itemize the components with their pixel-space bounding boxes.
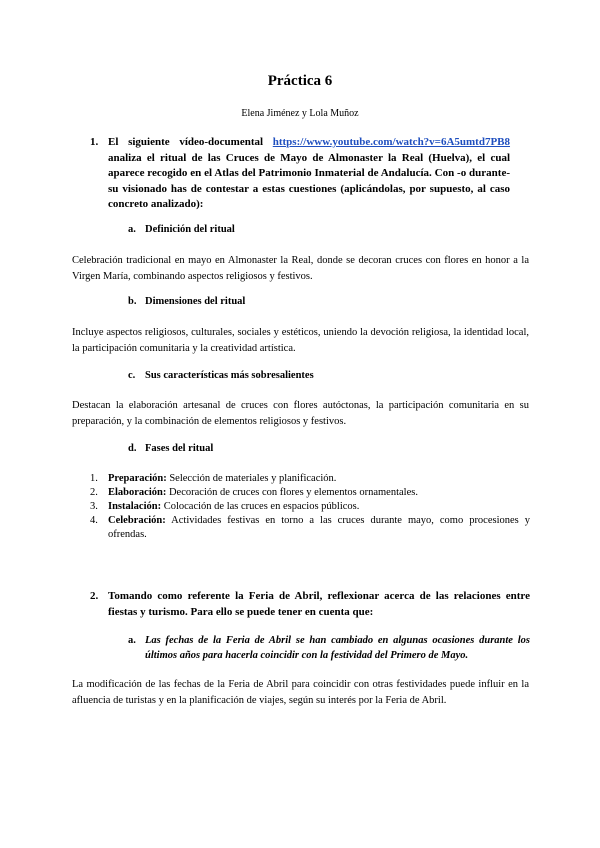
question-2-number: 2. xyxy=(90,590,99,602)
list-item-text: Decoración de cruces con flores y elementos ornamentales. xyxy=(166,487,418,498)
section-a-heading xyxy=(128,224,235,235)
list-item-text: Selección de materiales y planificación. xyxy=(166,473,337,484)
list-item-label: Instalación: xyxy=(108,501,162,512)
list-item-text: Colocación de las cruces en espacios públicos. xyxy=(161,501,360,512)
section-c-letter: c. xyxy=(128,370,136,381)
list-item-text: Actividades festivas en torno a las cruces durante mayo, como procesiones y ofrendas. xyxy=(108,515,530,540)
question-1-intro: El siguiente vídeo-documental xyxy=(108,136,264,148)
section-d-title: Fases del ritual xyxy=(145,443,214,454)
list-item xyxy=(90,486,530,500)
question-2-answer: La modificación de las fechas de la Feria de Abril para coincidir con otras festividades puede influir en la afluencia de turistas y en la planificación de viajes, según su interés por la Feria de Abril. xyxy=(72,679,529,706)
section-d-letter: d. xyxy=(128,443,137,454)
section-a-answer: Celebración tradicional en mayo en Almonaster la Real, donde se decoran cruces con flores en honor a la Virgen María, combinando aspectos religiosos y festivos. xyxy=(72,255,529,282)
section-b-heading xyxy=(128,296,245,307)
section-c-heading xyxy=(128,370,314,381)
list-item-number: 1. xyxy=(90,473,98,484)
list-item-label: Preparación: xyxy=(108,473,167,484)
phases-list xyxy=(90,472,530,542)
list-item xyxy=(90,514,530,542)
section-b-letter: b. xyxy=(128,296,137,307)
question-2 xyxy=(90,588,530,620)
list-item xyxy=(90,500,530,514)
list-item-number: 4. xyxy=(90,515,98,526)
section-b-title: Dimensiones del ritual xyxy=(145,296,246,307)
section-c-answer: Destacan la elaboración artesanal de cruces con flores autóctonas, la participación comunitaria en su preparación, y la combinación de elementos religiosos y festivos. xyxy=(72,400,529,427)
section-a-title: Definición del ritual xyxy=(145,224,235,235)
question-1-continuation: analiza el ritual de las Cruces de Mayo de Almonaster la Real (Huelva), el cual aparece recogido en el Atlas del Patrimonio Inmaterial de Andalucía. Con -o durante- su visionado has de contestar a estas cuestiones (aplicándolas, por supuesto, al caso concreto analizado): xyxy=(108,151,510,210)
list-item-label: Elaboración: xyxy=(108,487,167,498)
question-1 xyxy=(90,135,510,213)
list-item xyxy=(90,472,530,486)
question-2-text: Tomando como referente la Feria de Abril, reflexionar acerca de las relaciones entre fiestas y turismo. Para ello se puede tener en cuenta que: xyxy=(108,590,530,618)
authors: Elena Jiménez y Lola Muñoz xyxy=(241,108,359,119)
question-1-number: 1. xyxy=(90,136,99,148)
page-title: Práctica 6 xyxy=(267,73,333,89)
question-2a-text: Las fechas de la Feria de Abril se han cambiado en algunas ocasiones durante los últimos años para hacerla coincidir con la festividad del Primero de Mayo. xyxy=(145,635,530,661)
list-item-number: 2. xyxy=(90,487,98,498)
question-1-text xyxy=(108,135,510,213)
section-a-letter: a. xyxy=(128,224,136,235)
section-d-heading xyxy=(128,443,213,454)
video-link[interactable]: https://www.youtube.com/watch?v=6A5umtd7PB8 xyxy=(272,136,511,148)
section-c-title: Sus características más sobresalientes xyxy=(145,370,314,381)
list-item-label: Celebración: xyxy=(108,515,166,526)
section-b-answer: Incluye aspectos religiosos, culturales, sociales y estéticos, uniendo la devoción religiosa, la identidad local, la participación comunitaria y la creatividad artística. xyxy=(72,327,529,354)
list-item-number: 3. xyxy=(90,501,98,512)
question-2a-letter: a. xyxy=(128,635,136,646)
question-2a xyxy=(128,633,530,663)
